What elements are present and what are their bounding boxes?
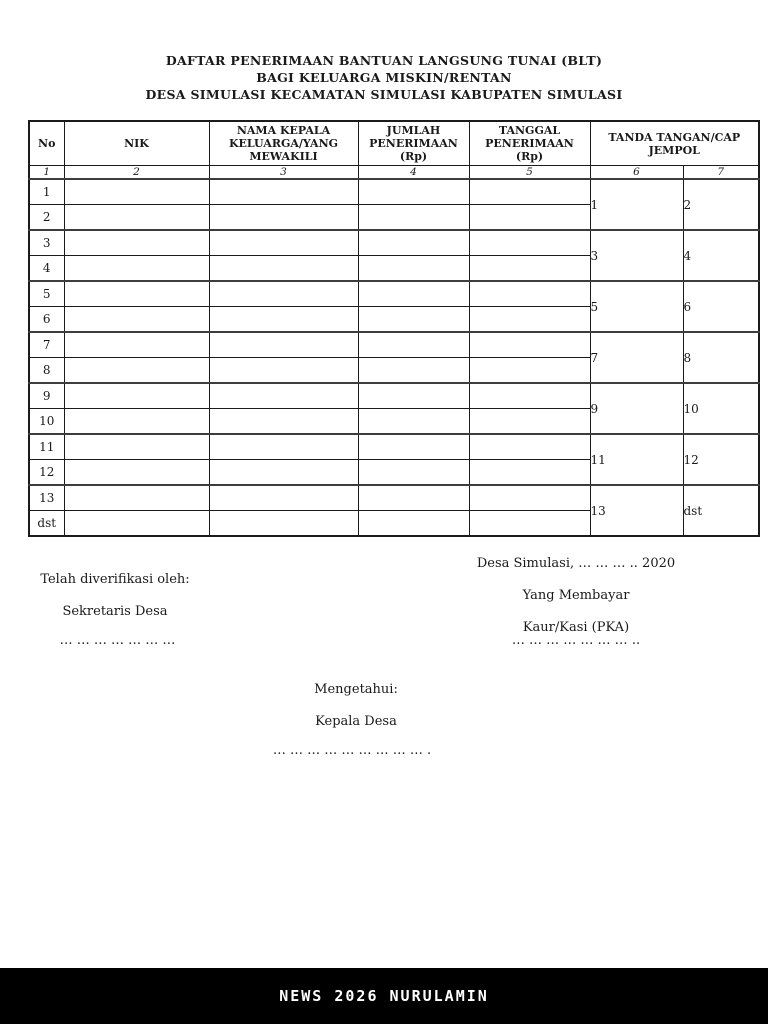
nama-cell bbox=[209, 460, 358, 486]
nama-cell bbox=[209, 230, 358, 256]
nama-cell bbox=[209, 205, 358, 231]
nik-cell bbox=[64, 383, 209, 409]
tanggal-cell bbox=[469, 460, 590, 486]
row-number-cell: 2 bbox=[29, 205, 64, 231]
signature-cell-right: dst bbox=[683, 485, 759, 536]
col-num-1: 1 bbox=[29, 166, 64, 180]
nik-cell bbox=[64, 460, 209, 486]
row-number-cell: 12 bbox=[29, 460, 64, 486]
blt-recipient-table bbox=[28, 120, 760, 537]
table-row bbox=[29, 485, 759, 511]
row-number-cell: 6 bbox=[29, 307, 64, 333]
tanggal-cell bbox=[469, 179, 590, 205]
verification-line-1: Telah diverifikasi oleh: bbox=[40, 572, 190, 587]
col-num-4: 4 bbox=[358, 166, 469, 180]
tanggal-cell bbox=[469, 409, 590, 435]
col-num-2: 2 bbox=[64, 166, 209, 180]
tanggal-cell bbox=[469, 511, 590, 537]
signature-cell-right: 8 bbox=[683, 332, 759, 383]
payer-line-2: Yang Membayar bbox=[522, 588, 630, 603]
row-number-cell: 10 bbox=[29, 409, 64, 435]
acknowledgement-line-1: Mengetahui: bbox=[314, 682, 398, 697]
jumlah-cell bbox=[358, 460, 469, 486]
header-tanda-tangan: TANDA TANGAN/CAP JEMPOL bbox=[590, 121, 759, 166]
tanggal-cell bbox=[469, 383, 590, 409]
col-num-6: 6 bbox=[590, 166, 683, 180]
nama-cell bbox=[209, 409, 358, 435]
verification-line-2: Sekretaris Desa bbox=[62, 604, 168, 619]
signature-cell-left: 5 bbox=[590, 281, 683, 332]
table-row bbox=[29, 179, 759, 205]
nik-cell bbox=[64, 409, 209, 435]
row-number-cell: 3 bbox=[29, 230, 64, 256]
row-number-cell: 1 bbox=[29, 179, 64, 205]
row-number-cell: 8 bbox=[29, 358, 64, 384]
jumlah-cell bbox=[358, 281, 469, 307]
row-number-cell: 5 bbox=[29, 281, 64, 307]
row-number-cell: 11 bbox=[29, 434, 64, 460]
tanggal-cell bbox=[469, 307, 590, 333]
row-number-cell: 13 bbox=[29, 485, 64, 511]
signature-cell-left: 3 bbox=[590, 230, 683, 281]
nama-cell bbox=[209, 256, 358, 282]
header-nama: NAMA KEPALA KELUARGA/YANG MEWAKILI bbox=[209, 121, 358, 166]
acknowledgement-block bbox=[241, 666, 471, 746]
col-num-5: 5 bbox=[469, 166, 590, 180]
acknowledgement-line-2: Kepala Desa bbox=[315, 714, 397, 729]
nama-cell bbox=[209, 434, 358, 460]
nik-cell bbox=[64, 281, 209, 307]
jumlah-cell bbox=[358, 205, 469, 231]
signature-cell-right: 12 bbox=[683, 434, 759, 485]
nik-cell bbox=[64, 205, 209, 231]
header-no: No bbox=[29, 121, 64, 166]
signature-cell-left: 7 bbox=[590, 332, 683, 383]
title-line-2: BAGI KELUARGA MISKIN/RENTAN bbox=[256, 70, 512, 85]
jumlah-cell bbox=[358, 230, 469, 256]
jumlah-cell bbox=[358, 434, 469, 460]
signature-cell-left: 13 bbox=[590, 485, 683, 536]
jumlah-cell bbox=[358, 409, 469, 435]
table-row bbox=[29, 281, 759, 307]
nik-cell bbox=[64, 434, 209, 460]
nama-cell bbox=[209, 332, 358, 358]
payer-line-3: Kaur/Kasi (PKA) bbox=[522, 620, 630, 635]
nik-cell bbox=[64, 307, 209, 333]
footer-watermark-bar bbox=[0, 968, 768, 1024]
col-num-7: 7 bbox=[683, 166, 759, 180]
tanggal-cell bbox=[469, 281, 590, 307]
header-jumlah: JUMLAH PENERIMAAN (Rp) bbox=[358, 121, 469, 166]
signature-cell-left: 9 bbox=[590, 383, 683, 434]
nik-cell bbox=[64, 256, 209, 282]
tanggal-cell bbox=[469, 205, 590, 231]
signature-cell-right: 2 bbox=[683, 179, 759, 230]
tanggal-cell bbox=[469, 485, 590, 511]
jumlah-cell bbox=[358, 358, 469, 384]
table-row bbox=[29, 383, 759, 409]
row-number-cell: 7 bbox=[29, 332, 64, 358]
nik-cell bbox=[64, 485, 209, 511]
row-number-cell: dst bbox=[29, 511, 64, 537]
tanggal-cell bbox=[469, 332, 590, 358]
tanggal-cell bbox=[469, 230, 590, 256]
jumlah-cell bbox=[358, 485, 469, 511]
tanggal-cell bbox=[469, 256, 590, 282]
verification-signature-dots: … … … … … … … bbox=[59, 633, 176, 648]
jumlah-cell bbox=[358, 307, 469, 333]
nama-cell bbox=[209, 511, 358, 537]
nik-cell bbox=[64, 358, 209, 384]
jumlah-cell bbox=[358, 256, 469, 282]
header-nik: NIK bbox=[64, 121, 209, 166]
nama-cell bbox=[209, 383, 358, 409]
jumlah-cell bbox=[358, 383, 469, 409]
nik-cell bbox=[64, 230, 209, 256]
acknowledgement-signature-dots: … … … … … … … … … . bbox=[272, 743, 432, 758]
col-num-3: 3 bbox=[209, 166, 358, 180]
jumlah-cell bbox=[358, 179, 469, 205]
table-row bbox=[29, 332, 759, 358]
payer-signature-dots: … … … … … … … .. bbox=[511, 633, 641, 648]
table-row bbox=[29, 434, 759, 460]
verification-block bbox=[0, 556, 230, 636]
nik-cell bbox=[64, 511, 209, 537]
document-title bbox=[0, 52, 768, 103]
title-line-1: DAFTAR PENERIMAAN BANTUAN LANGSUNG TUNAI (BLT) bbox=[165, 53, 603, 68]
title-line-3: DESA SIMULASI KECAMATAN SIMULASI KABUPATEN SIMULASI bbox=[145, 87, 623, 102]
payer-date-line: Desa Simulasi, … … … .. 2020 bbox=[476, 556, 676, 571]
jumlah-cell bbox=[358, 332, 469, 358]
row-number-cell: 4 bbox=[29, 256, 64, 282]
jumlah-cell bbox=[358, 511, 469, 537]
table-header-row bbox=[29, 121, 759, 166]
header-tanggal: TANGGAL PENERIMAAN (Rp) bbox=[469, 121, 590, 166]
tanggal-cell bbox=[469, 434, 590, 460]
column-number-row bbox=[29, 166, 759, 180]
tanggal-cell bbox=[469, 358, 590, 384]
signature-cell-left: 1 bbox=[590, 179, 683, 230]
nama-cell bbox=[209, 307, 358, 333]
signature-cell-left: 11 bbox=[590, 434, 683, 485]
signature-cell-right: 4 bbox=[683, 230, 759, 281]
signature-cell-right: 10 bbox=[683, 383, 759, 434]
nama-cell bbox=[209, 281, 358, 307]
table-row bbox=[29, 230, 759, 256]
table-body bbox=[29, 179, 759, 536]
nik-cell bbox=[64, 332, 209, 358]
nik-cell bbox=[64, 179, 209, 205]
signature-cell-right: 6 bbox=[683, 281, 759, 332]
nama-cell bbox=[209, 485, 358, 511]
footer-watermark-text: NEWS 2026 NURULAMIN bbox=[279, 987, 489, 1005]
row-number-cell: 9 bbox=[29, 383, 64, 409]
nama-cell bbox=[209, 179, 358, 205]
nama-cell bbox=[209, 358, 358, 384]
